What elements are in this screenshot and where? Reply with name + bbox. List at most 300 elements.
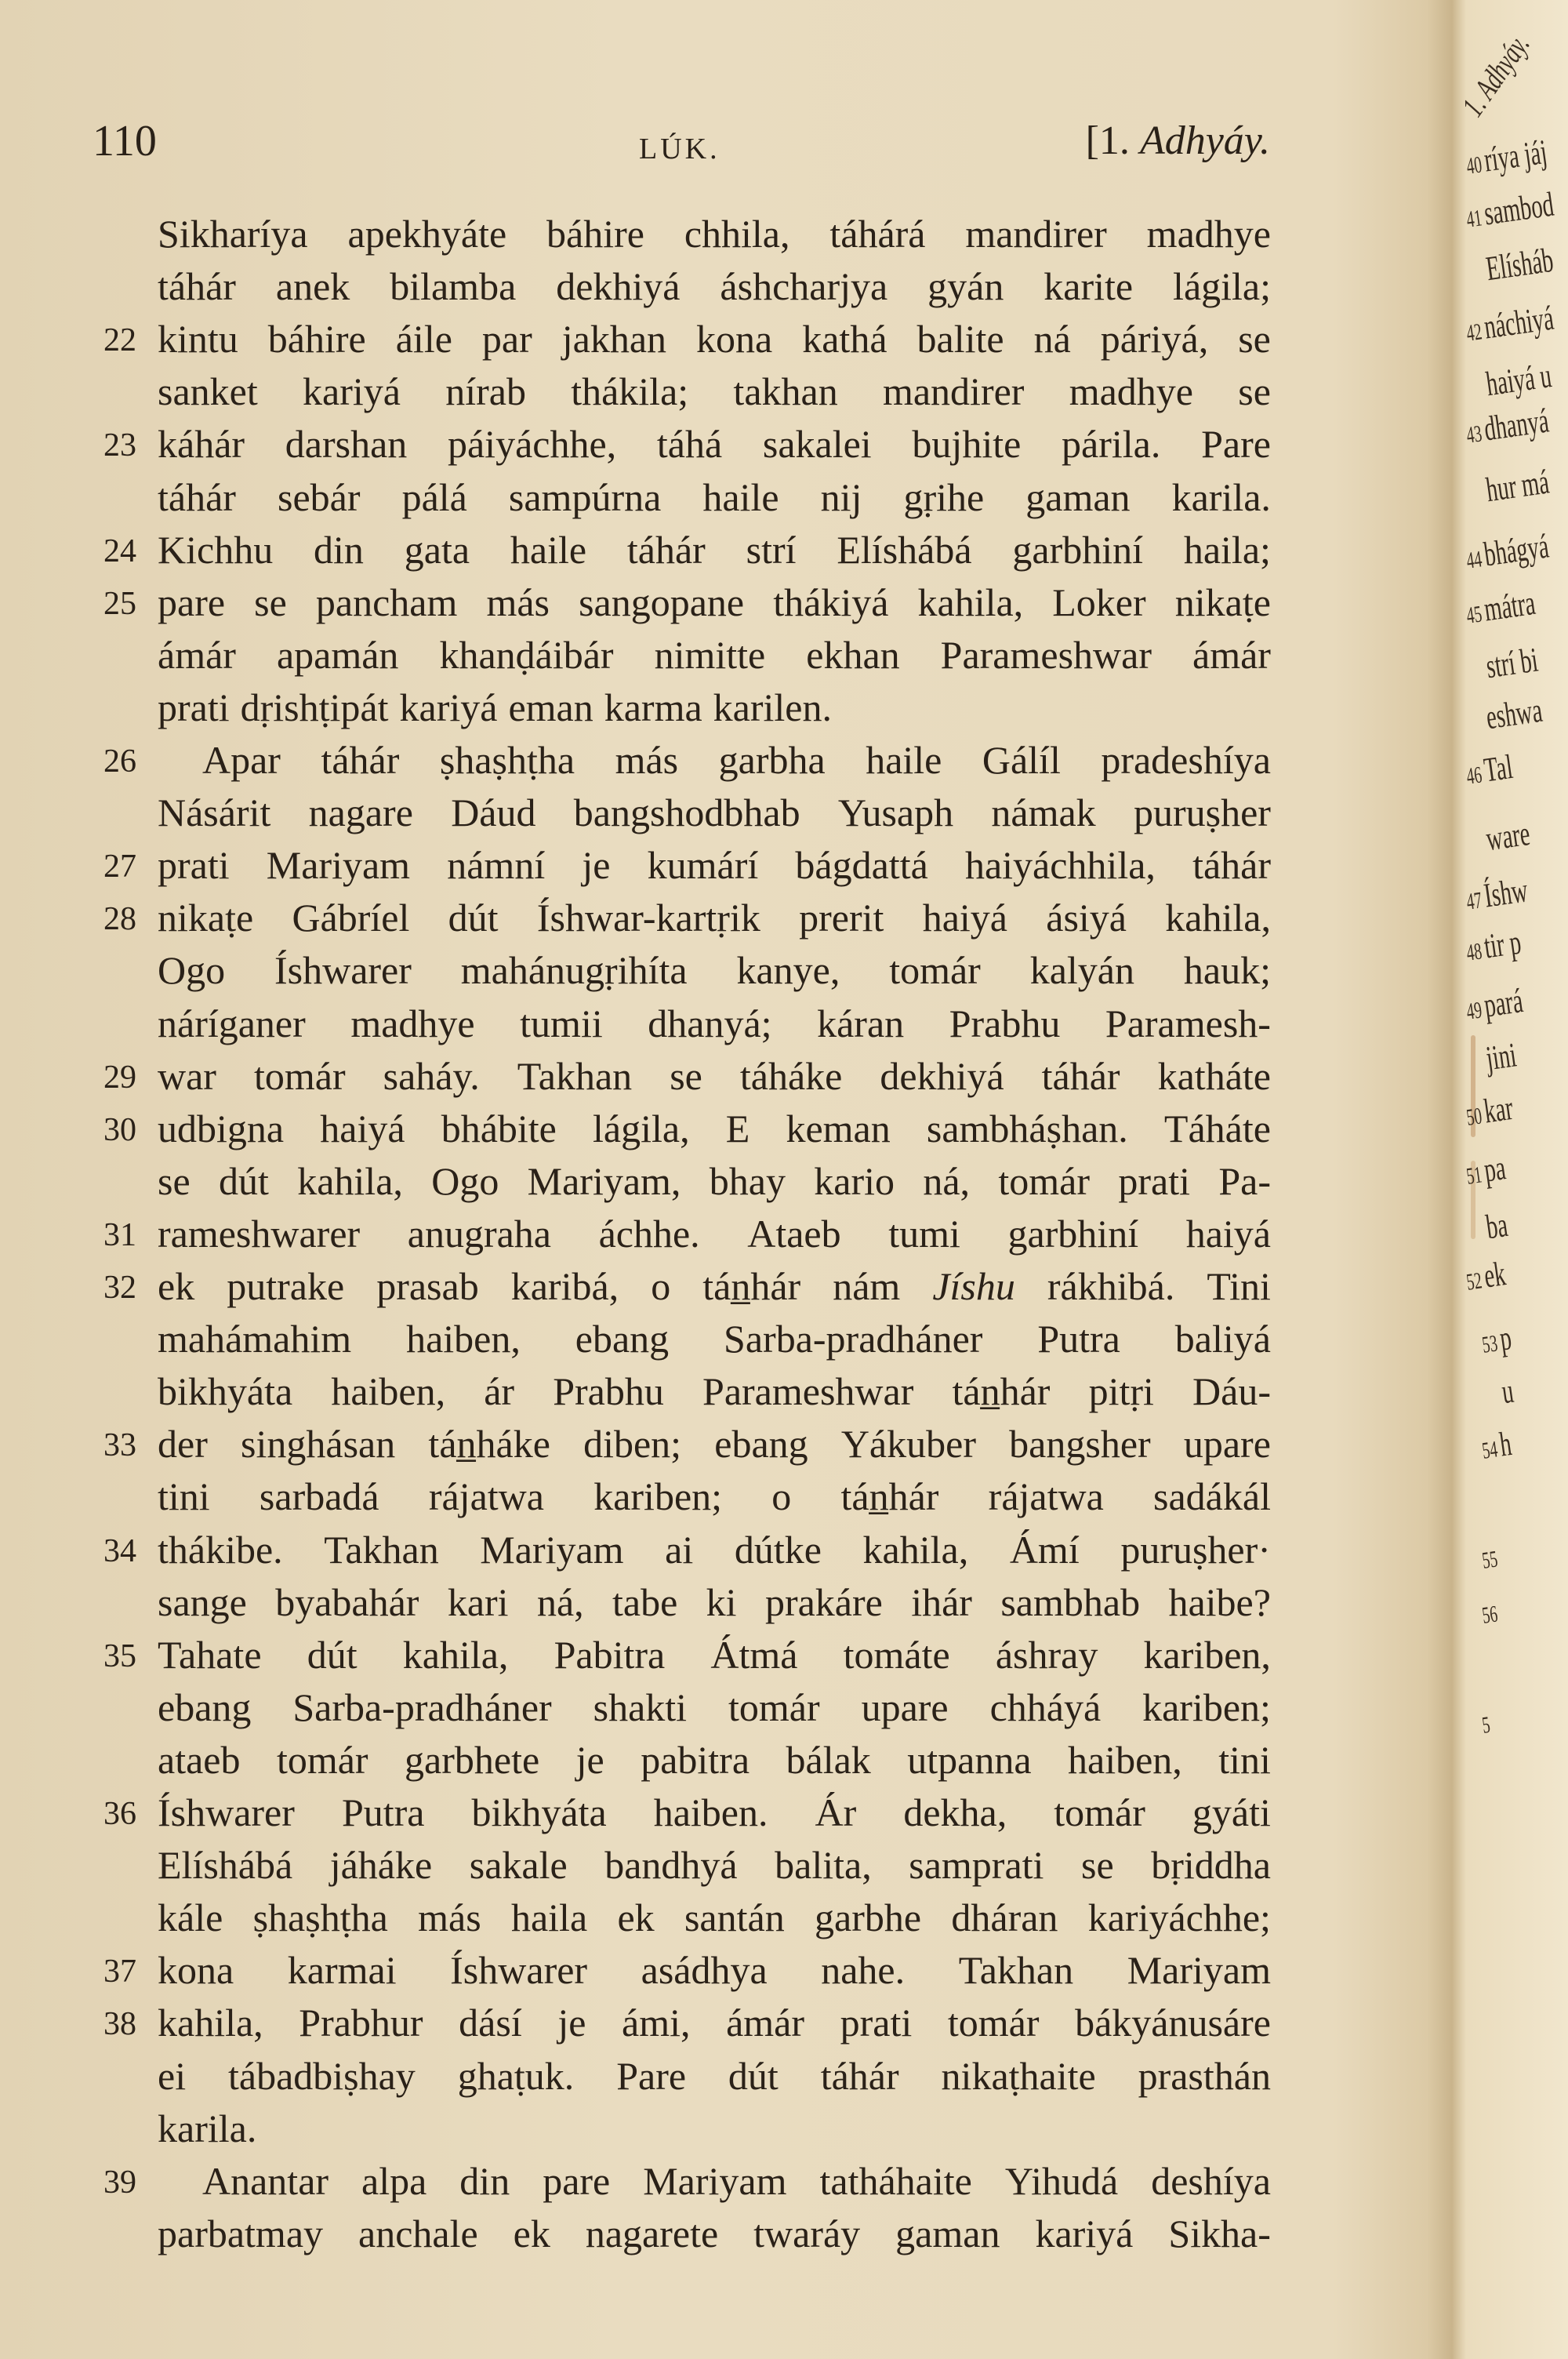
facing-page-fragment xyxy=(1463,583,1537,632)
facing-page-fragment xyxy=(1463,298,1555,350)
verse-number: 52 xyxy=(1465,1267,1484,1296)
word: ataeb xyxy=(158,1737,241,1782)
word: nám xyxy=(833,1264,901,1308)
word: alpa xyxy=(361,2158,427,2203)
word: páiyáchhe, xyxy=(447,422,617,467)
word: mandirer xyxy=(882,369,1025,414)
word: táhár xyxy=(158,474,236,519)
word: pálá xyxy=(401,474,467,519)
word: ek xyxy=(513,2211,550,2255)
word: ámi, xyxy=(622,2001,691,2045)
word: Táháte xyxy=(1163,1106,1271,1150)
text-line xyxy=(0,631,1568,684)
text-line xyxy=(0,1526,1568,1579)
word: Parameshwar xyxy=(702,1369,914,1414)
line-text xyxy=(158,1000,1271,1047)
word: gaman xyxy=(1025,474,1131,519)
word: twaráy xyxy=(753,2211,861,2255)
word: ebang xyxy=(158,1685,252,1729)
line-text xyxy=(158,1894,1271,1941)
word: sange xyxy=(158,1579,247,1624)
word: Prabhu xyxy=(553,1369,664,1414)
word: diben; xyxy=(583,1422,682,1467)
word: bṛiddha xyxy=(1151,1843,1271,1888)
word: sakalei xyxy=(762,422,872,467)
word: puruṣher· xyxy=(1120,1527,1271,1572)
word: takhan xyxy=(733,369,838,414)
facing-page-fragment xyxy=(1479,1535,1502,1577)
word: báhire xyxy=(546,212,644,256)
verse-number: 36 xyxy=(103,1796,136,1832)
word: prati xyxy=(158,685,230,729)
text-line xyxy=(0,2052,1568,2105)
word: ebang xyxy=(714,1422,808,1467)
word: bujhite xyxy=(912,422,1022,467)
word: ámár xyxy=(158,632,236,677)
word: prati xyxy=(840,2001,913,2045)
word: lágila, xyxy=(593,1106,690,1150)
word: tomár xyxy=(1054,1790,1145,1834)
word: Dáu- xyxy=(1192,1369,1271,1414)
fragment-text: u xyxy=(1499,1371,1516,1412)
word: kariyá xyxy=(1035,2211,1134,2255)
word: tán̲hár xyxy=(840,1474,939,1519)
word: áile xyxy=(395,317,452,362)
word: thákibe. xyxy=(158,1527,283,1572)
word: apamán xyxy=(276,632,399,677)
word: haiben, xyxy=(406,1317,521,1361)
line-text xyxy=(158,1579,1271,1626)
verse-number: 25 xyxy=(103,585,136,622)
word: kále xyxy=(158,1896,223,1940)
word: tán̲háke xyxy=(428,1422,550,1467)
line-text xyxy=(158,1368,1271,1415)
word: hauk; xyxy=(1183,948,1271,993)
word: táhá xyxy=(656,422,723,467)
word: haila; xyxy=(1183,527,1271,572)
facing-page-fragment xyxy=(1463,1088,1515,1134)
word: káhár xyxy=(158,422,245,467)
facing-page-fragment xyxy=(1480,813,1532,860)
fragment-text: Elísháb xyxy=(1483,240,1556,289)
facing-page-fragment xyxy=(1463,921,1523,969)
word: sampúrna xyxy=(508,474,662,519)
verse-number: 43 xyxy=(1465,420,1484,449)
line-text xyxy=(202,736,1271,783)
word: der xyxy=(158,1422,208,1467)
facing-page-fragment xyxy=(1479,1700,1495,1741)
facing-page-fragment xyxy=(1463,132,1549,183)
word: karilen. xyxy=(713,685,832,729)
word: sadákál xyxy=(1153,1474,1271,1519)
word: karila. xyxy=(1171,474,1271,519)
word: asádhya xyxy=(641,1948,768,1993)
word: karmai xyxy=(287,1948,397,1993)
verse-number: 27 xyxy=(103,849,136,885)
fragment-text: dhanyá xyxy=(1481,401,1552,449)
word: garbhete xyxy=(405,1737,540,1782)
word: anugraha xyxy=(407,1211,551,1256)
word: war xyxy=(158,1053,216,1098)
word: sebár xyxy=(278,474,361,519)
word: Apar xyxy=(202,738,281,782)
line-text xyxy=(158,1210,1271,1257)
verse-number: 40 xyxy=(1465,151,1484,180)
word: udbigna xyxy=(158,1106,285,1150)
facing-page-fragment xyxy=(1463,870,1530,918)
word: garbha xyxy=(718,738,826,782)
word: tán̲hár xyxy=(952,1369,1051,1414)
verse-number: 53 xyxy=(1480,1330,1500,1358)
word: kahila, xyxy=(297,1158,403,1203)
word: je xyxy=(575,1737,604,1782)
word: puruṣher xyxy=(1133,791,1271,835)
word: Ár xyxy=(815,1790,857,1834)
word: haiyá xyxy=(320,1106,405,1150)
word: nimitte xyxy=(654,632,766,677)
text-line xyxy=(0,1368,1568,1420)
word: rájatwa xyxy=(988,1474,1104,1519)
word: bandhyá xyxy=(604,1843,738,1888)
fragment-text: p xyxy=(1497,1318,1514,1358)
line-text xyxy=(158,2210,1271,2257)
line-text xyxy=(158,631,1271,678)
word: páriyá, xyxy=(1100,317,1209,362)
word: haiyáchhila, xyxy=(964,843,1156,888)
word: pitṛi xyxy=(1088,1369,1154,1414)
line-text xyxy=(158,368,1271,415)
word: Takhan xyxy=(958,1948,1074,1993)
word: Elíshábá xyxy=(158,1843,293,1888)
word: Tini xyxy=(1207,1264,1271,1308)
page-number: 110 xyxy=(93,117,157,165)
text-line xyxy=(0,841,1568,894)
line-text xyxy=(158,1736,1271,1783)
text-line xyxy=(0,1105,1568,1158)
word: Mariyam xyxy=(480,1527,624,1572)
text-line xyxy=(0,1210,1568,1263)
word: pare xyxy=(543,2158,611,2203)
word: áshray xyxy=(995,1632,1098,1677)
word: karila. xyxy=(158,2106,257,2150)
word: tomár xyxy=(253,1053,346,1098)
word: darshan xyxy=(285,422,408,467)
word: bhábite xyxy=(441,1106,557,1150)
line-text xyxy=(158,789,1271,836)
word: bilamba xyxy=(390,264,517,309)
word: náríganer xyxy=(158,1001,306,1045)
line-text xyxy=(158,1946,1271,1994)
line-text xyxy=(158,2105,1271,2152)
word: prakáre xyxy=(764,1579,883,1624)
text-line xyxy=(0,2157,1568,2210)
word: Mariyam, xyxy=(527,1158,681,1203)
word: balite xyxy=(916,317,1004,362)
word: más xyxy=(418,1896,481,1940)
word: Gálíl xyxy=(982,738,1061,782)
word: katháte xyxy=(1157,1053,1271,1098)
word: haila xyxy=(510,1896,588,1940)
text-line xyxy=(0,315,1568,368)
word: Íshwar-kartṛik xyxy=(536,896,760,940)
verse-number: 56 xyxy=(1480,1601,1500,1629)
word: Pa- xyxy=(1218,1158,1271,1203)
word: Sarba-pradháner xyxy=(292,1685,552,1729)
word: Ogo xyxy=(158,948,226,993)
text-line xyxy=(0,1946,1568,1999)
word: rájatwa xyxy=(428,1474,544,1519)
facing-page-fragment xyxy=(1463,1147,1508,1193)
facing-page-fragment xyxy=(1463,525,1551,576)
word: Anantar xyxy=(202,2158,329,2203)
word: Putra xyxy=(1037,1317,1120,1361)
fragment-text: eshwa xyxy=(1483,690,1545,737)
word: ek xyxy=(617,1896,655,1940)
word: gyáti xyxy=(1192,1790,1271,1834)
word: saháy. xyxy=(383,1053,480,1098)
line-text xyxy=(158,210,1271,257)
fragment-text: haiyá u xyxy=(1483,356,1554,404)
facing-page-fragment xyxy=(1479,1423,1513,1467)
word: tomár xyxy=(276,1737,368,1782)
word: dút xyxy=(307,1632,358,1677)
word: haile xyxy=(866,738,942,782)
chapter-number: [1. xyxy=(1085,118,1130,163)
word: ṣhaṣhṭha xyxy=(439,738,575,782)
word: parbatmay xyxy=(158,2211,324,2255)
word: tomár xyxy=(728,1685,820,1729)
word: kari xyxy=(447,1579,509,1624)
text-line xyxy=(0,1420,1568,1473)
word: thákila; xyxy=(571,369,689,414)
word: strí xyxy=(746,527,797,572)
verse-number: 28 xyxy=(103,901,136,938)
word: kathá xyxy=(802,317,887,362)
line-text xyxy=(158,894,1271,941)
word: báhire xyxy=(267,317,366,362)
line-text xyxy=(158,1158,1271,1205)
word: kahila, xyxy=(158,2001,263,2045)
word: samprati xyxy=(909,1843,1044,1888)
text-line xyxy=(0,2210,1568,2263)
line-text xyxy=(158,474,1271,521)
text-line xyxy=(0,1631,1568,1684)
word: Elíshábá xyxy=(837,527,972,572)
word: kahila, xyxy=(1165,896,1271,940)
word: gṛihe xyxy=(903,474,985,519)
text-line xyxy=(0,894,1568,947)
word: bhay xyxy=(709,1158,786,1203)
word: thákiyá xyxy=(773,580,889,624)
line-text xyxy=(158,1473,1271,1520)
word: Jíshu xyxy=(932,1264,1015,1308)
line-text xyxy=(158,1315,1271,1362)
text-line xyxy=(0,1000,1568,1052)
verse-number: 38 xyxy=(103,2006,136,2043)
word: gyán xyxy=(927,264,1004,309)
verse-number: 30 xyxy=(103,1111,136,1148)
word: áchhe. xyxy=(598,1211,700,1256)
word: madhye xyxy=(1069,369,1193,414)
word: Gábríel xyxy=(292,896,410,940)
verse-number: 46 xyxy=(1465,761,1484,790)
fragment-text: tir p xyxy=(1481,922,1523,966)
word: tábadbiṣhay xyxy=(227,2053,416,2098)
word: sambhab xyxy=(1000,1579,1141,1624)
word: Putra xyxy=(341,1790,425,1834)
line-text xyxy=(158,2052,1271,2099)
word: tán̲hár xyxy=(702,1264,801,1308)
fragment-text: h xyxy=(1497,1423,1514,1464)
text-line xyxy=(0,1841,1568,1894)
fragment-text: ba xyxy=(1483,1205,1511,1247)
word: dútke xyxy=(734,1527,822,1572)
word: ámár xyxy=(726,2001,805,2045)
word: ná xyxy=(1033,317,1071,362)
verse-number: 24 xyxy=(103,533,136,569)
word: ebang xyxy=(575,1317,670,1361)
facing-page-fragment xyxy=(1479,1590,1502,1632)
word: o xyxy=(651,1264,671,1308)
word: tini xyxy=(158,1474,210,1519)
word: tomár xyxy=(998,1158,1091,1203)
word: garbhiní xyxy=(1012,527,1144,572)
text-line xyxy=(0,1579,1568,1631)
fragment-text: jini xyxy=(1483,1035,1519,1078)
word: dút xyxy=(728,2053,779,2098)
word: madhye xyxy=(350,1001,475,1045)
facing-page-fragment xyxy=(1480,690,1544,738)
word: Pare xyxy=(616,2053,687,2098)
line-text xyxy=(158,1999,1271,2046)
word: pare xyxy=(158,580,226,624)
word: sarbadá xyxy=(259,1474,379,1519)
facing-page-fragment xyxy=(1496,1371,1515,1412)
verse-number: 39 xyxy=(103,2164,136,2201)
word: kario xyxy=(814,1158,895,1203)
word: haile xyxy=(510,527,587,572)
word: Takhan xyxy=(324,1527,439,1572)
facing-page-header: 1. Adhyáy. xyxy=(1454,27,1537,123)
fragment-text: bhágyá xyxy=(1481,526,1552,574)
word: tini xyxy=(1218,1737,1271,1782)
word: karibá, xyxy=(510,1264,619,1308)
word: más xyxy=(615,738,679,782)
word: o xyxy=(771,1474,792,1519)
fragment-text: Tal xyxy=(1481,747,1515,790)
word: Ataeb xyxy=(747,1211,841,1256)
word: Pabitra xyxy=(554,1632,666,1677)
word: apekhyáte xyxy=(347,212,507,256)
word: Íshwarer xyxy=(274,948,412,993)
text-line xyxy=(0,420,1568,473)
word: ekhan xyxy=(806,632,900,677)
verse-number: 22 xyxy=(103,322,136,359)
word: ṣhaṣhṭha xyxy=(252,1896,388,1940)
fragment-text: strí bi xyxy=(1483,640,1541,686)
word: se xyxy=(1238,317,1271,362)
word: táháke xyxy=(739,1053,843,1098)
word: keman xyxy=(786,1106,891,1150)
word: haiyá xyxy=(922,896,1007,940)
text-line xyxy=(0,263,1568,315)
word: Dáud xyxy=(451,791,536,835)
line-text xyxy=(158,1684,1271,1731)
word: se xyxy=(254,580,287,624)
word: mahámahim xyxy=(158,1317,352,1361)
word: dút xyxy=(448,896,499,940)
word: Átmá xyxy=(710,1632,798,1677)
word: je xyxy=(582,843,611,888)
verse-number: 55 xyxy=(1480,1546,1500,1574)
word: ásiyá xyxy=(1046,896,1127,940)
word: nij xyxy=(820,474,862,519)
word: se xyxy=(1238,369,1271,414)
word: Kichhu xyxy=(158,527,274,572)
word: karite xyxy=(1044,264,1134,309)
word: se xyxy=(670,1053,702,1098)
word: chhila, xyxy=(684,212,790,256)
text-line xyxy=(0,1736,1568,1789)
verse-number: 44 xyxy=(1465,546,1484,574)
word: Ámí xyxy=(1009,1527,1080,1572)
verse-number: 54 xyxy=(1480,1436,1500,1464)
word: chháyá xyxy=(989,1685,1102,1729)
word: Yákuber xyxy=(840,1422,976,1467)
word: kanye, xyxy=(736,948,840,993)
word: sangopane xyxy=(579,580,745,624)
text-line xyxy=(0,736,1568,789)
line-text xyxy=(202,2157,1271,2205)
facing-page-fragment xyxy=(1480,240,1555,289)
word: tatháhaite xyxy=(819,2158,972,2203)
word: Sikharíya xyxy=(158,212,308,256)
word: Mariyam xyxy=(643,2158,787,2203)
text-line xyxy=(0,1789,1568,1841)
word: se xyxy=(1080,1843,1114,1888)
text-line xyxy=(0,526,1568,579)
facing-page-fragment xyxy=(1463,980,1525,1028)
word: singhásan xyxy=(241,1422,396,1467)
word: haile xyxy=(702,474,779,519)
word: din xyxy=(314,527,364,572)
verse-number: 41 xyxy=(1465,205,1484,233)
word: santán xyxy=(684,1896,785,1940)
word: ámár xyxy=(1192,632,1271,677)
text-line xyxy=(0,1999,1568,2052)
word: tabe xyxy=(612,1579,678,1624)
word: nikaṭe xyxy=(1174,580,1271,624)
text-line xyxy=(0,1158,1568,1210)
word: shakti xyxy=(593,1685,688,1729)
facing-page-fragment xyxy=(1480,1034,1519,1078)
line-text xyxy=(158,579,1271,626)
word: prerit xyxy=(799,896,884,940)
word: rákhibá. xyxy=(1047,1264,1175,1308)
word: nikaṭhaite xyxy=(941,2053,1096,2098)
line-text xyxy=(158,1105,1271,1152)
fragment-text: Íshw xyxy=(1481,871,1530,915)
word: nikaṭe xyxy=(158,896,254,940)
verse-number: 37 xyxy=(103,1954,136,1990)
verse-number: 31 xyxy=(103,1216,136,1253)
verse-number: 49 xyxy=(1465,997,1484,1025)
word: táhár xyxy=(158,264,236,309)
fragment-text: sambod xyxy=(1481,184,1556,233)
word: lágila; xyxy=(1173,264,1271,309)
word: tumii xyxy=(520,1001,603,1045)
word: ei xyxy=(158,2053,187,2098)
